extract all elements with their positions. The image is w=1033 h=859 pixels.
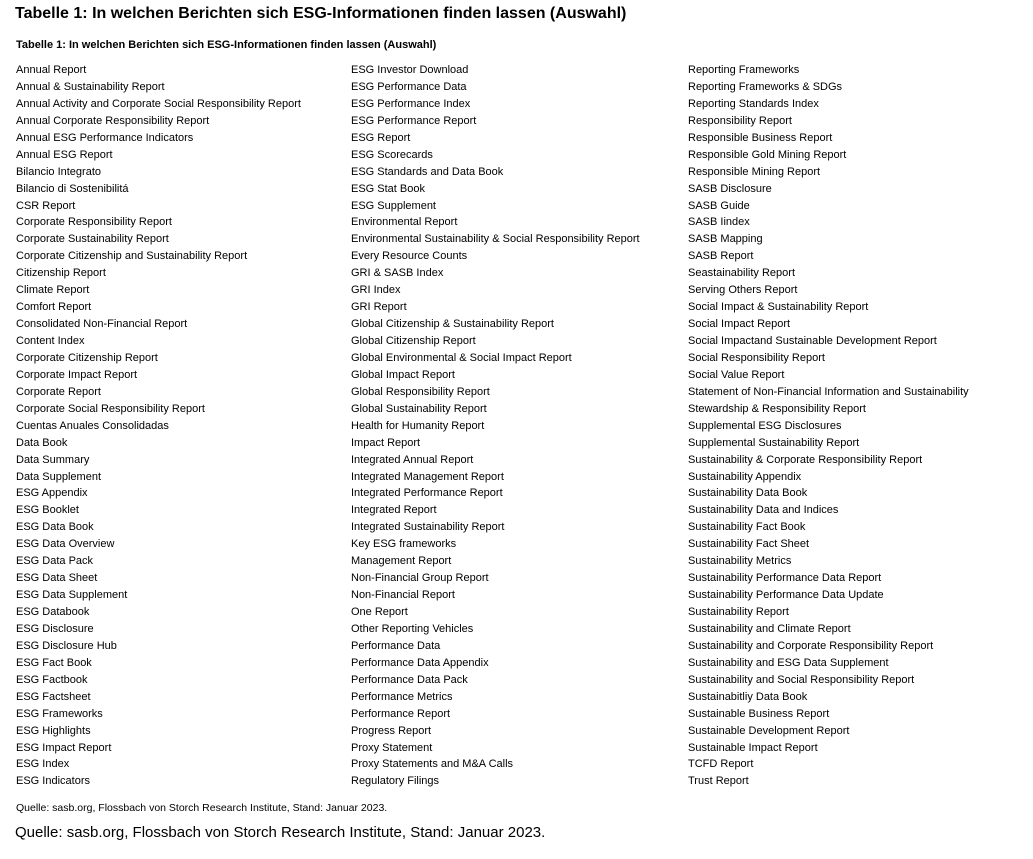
report-type-item: Responsible Gold Mining Report (688, 148, 847, 161)
report-type-item: Global Environmental & Social Impact Report (351, 351, 572, 364)
report-type-item: Corporate Sustainability Report (16, 233, 169, 246)
report-type-item: Social Impactand Sustainable Development Report (688, 335, 937, 347)
report-type-item: GRI & SASB Index (351, 267, 444, 280)
report-type-item: Impact Report (351, 436, 421, 449)
report-type-item: Corporate Report (16, 385, 101, 398)
report-type-item: Corporate Social Responsibility Report (16, 402, 205, 415)
report-type-item: Citizenship Report (16, 267, 106, 280)
report-type-item: ESG Frameworks (16, 707, 103, 720)
report-type-item: Global Impact Report (351, 368, 455, 381)
report-type-item: Performance Data Pack (351, 673, 468, 686)
report-type-item: Social Impact & Sustainability Report (688, 301, 869, 314)
report-type-item: Serving Others Report (688, 284, 798, 297)
report-type-item: SASB Guide (688, 199, 750, 212)
report-type-item: Climate Report (16, 284, 90, 297)
report-type-item: ESG Supplement (351, 199, 436, 212)
report-type-item: Regulatory Filings (351, 775, 440, 788)
report-type-item: Statement of Non-Financial Information and Sustainability (688, 385, 969, 398)
report-type-item: ESG Data Sheet (16, 572, 98, 585)
report-type-item: CSR Report (16, 199, 76, 212)
report-type-item: ESG Factsheet (16, 690, 91, 703)
report-type-item: ESG Standards and Data Book (351, 165, 504, 178)
report-type-item: Key ESG frameworks (351, 538, 457, 551)
report-type-item: Annual ESG Performance Indicators (16, 131, 194, 144)
report-type-item: Sustainability Performance Data Report (688, 572, 882, 585)
report-type-item: Environmental Report (351, 216, 458, 229)
report-type-item: ESG Impact Report (16, 741, 112, 754)
report-type-item: Sustainability & Corporate Responsibility Report (688, 453, 923, 466)
report-type-item: Integrated Sustainability Report (351, 521, 505, 534)
report-type-item: Sustainability Report (688, 606, 789, 618)
report-type-item: Integrated Performance Report (351, 487, 503, 500)
report-type-item: ESG Stat Book (351, 182, 425, 195)
report-type-item: Corporate Responsibility Report (16, 216, 172, 229)
report-type-item: ESG Fact Book (16, 656, 92, 669)
report-type-item: ESG Scorecards (351, 148, 433, 161)
report-type-item: Integrated Annual Report (351, 453, 474, 466)
report-type-item: Sustainable Impact Report (688, 741, 818, 754)
report-type-item: Global Citizenship & Sustainability Report (351, 318, 554, 331)
report-type-item: ESG Booklet (16, 504, 79, 517)
report-type-item: Seastainability Report (688, 267, 796, 280)
table-title: Tabelle 1: In welchen Berichten sich ESG-Informationen finden lassen (Auswahl) (16, 39, 437, 51)
report-type-item: Performance Report (351, 707, 451, 720)
report-type-item: Sustainability and Corporate Responsibility Report (688, 639, 934, 652)
report-type-item: ESG Performance Index (351, 97, 471, 110)
report-type-item: Responsible Business Report (688, 131, 833, 144)
report-type-item: Supplemental Sustainability Report (688, 436, 860, 449)
source-caption: Quelle: sasb.org, Flossbach von Storch Research Institute, Stand: Januar 2023. (15, 824, 546, 841)
report-type-item: Annual ESG Report (16, 148, 113, 161)
report-type-item: Bilancio Integrato (16, 165, 101, 178)
report-type-item: Corporate Citizenship and Sustainability Report (16, 250, 248, 263)
report-type-item: Non-Financial Report (351, 589, 455, 602)
report-type-item: Annual & Sustainability Report (16, 80, 165, 93)
report-type-item: ESG Highlights (16, 724, 91, 737)
report-type-item: Sustainabitliy Data Book (688, 690, 808, 703)
report-type-item: ESG Data Overview (16, 538, 115, 551)
report-type-item: Performance Metrics (351, 690, 453, 703)
report-type-item: SASB Report (688, 250, 754, 263)
report-type-item: Supplemental ESG Disclosures (688, 419, 842, 432)
report-type-item: Integrated Management Report (351, 470, 504, 483)
report-type-item: ESG Indicators (16, 775, 90, 788)
report-type-item: ESG Appendix (16, 487, 88, 500)
report-type-item: Proxy Statement (351, 741, 433, 754)
report-type-item: Data Book (16, 436, 68, 449)
report-type-item: Sustainability Performance Data Update (688, 589, 884, 602)
report-type-item: ESG Data Pack (16, 555, 94, 568)
report-type-item: Integrated Report (351, 504, 437, 517)
table-source-note: Quelle: sasb.org, Flossbach von Storch Research Institute, Stand: Januar 2023. (16, 802, 388, 814)
report-type-item: Data Supplement (16, 470, 101, 483)
report-type-item: GRI Index (351, 284, 401, 297)
table-column-3 (688, 62, 1028, 790)
report-type-item: Global Sustainability Report (351, 402, 487, 415)
report-type-item: SASB Iindex (688, 216, 750, 229)
report-type-item: Annual Report (16, 64, 87, 76)
report-type-item: ESG Disclosure (16, 622, 94, 635)
report-type-item: Environmental Sustainability & Social Responsibility Report (351, 233, 640, 246)
report-type-item: Other Reporting Vehicles (351, 622, 474, 635)
report-type-item: ESG Data Supplement (16, 589, 128, 602)
report-type-item: ESG Report (351, 131, 411, 144)
report-type-item: TCFD Report (688, 758, 754, 771)
report-type-item: ESG Factbook (16, 673, 88, 686)
report-type-item: Social Impact Report (688, 318, 791, 331)
report-type-item: ESG Data Book (16, 521, 94, 534)
report-type-item: Performance Data (351, 639, 441, 652)
report-type-item: GRI Report (351, 301, 407, 314)
report-type-item: Responsible Mining Report (688, 165, 821, 178)
report-type-item: Consolidated Non-Financial Report (16, 318, 188, 331)
report-type-item: Annual Activity and Corporate Social Responsibility Report (16, 97, 301, 110)
report-type-item: SASB Disclosure (688, 182, 772, 195)
report-type-item: Social Responsibility Report (688, 351, 825, 364)
report-type-item: ESG Investor Download (351, 64, 469, 76)
report-type-item: Sustainability and ESG Data Supplement (688, 656, 889, 669)
report-type-item: ESG Databook (16, 606, 90, 618)
report-type-item: Responsibility Report (688, 114, 792, 127)
report-type-item: Progress Report (351, 724, 432, 737)
report-type-item: Annual Corporate Responsibility Report (16, 114, 210, 127)
report-type-item: Health for Humanity Report (351, 419, 485, 432)
report-type-item: One Report (351, 606, 408, 618)
report-type-item: Reporting Standards Index (688, 97, 819, 110)
report-type-item: Corporate Impact Report (16, 368, 138, 381)
report-type-item: SASB Mapping (688, 233, 763, 246)
report-type-item: ESG Disclosure Hub (16, 639, 117, 652)
report-type-item: Data Summary (16, 453, 90, 466)
table-column-2 (351, 62, 683, 790)
report-type-item: Comfort Report (16, 301, 92, 314)
table-column-1 (16, 62, 346, 790)
report-type-item: Sustainable Business Report (688, 707, 830, 720)
report-type-item: Stewardship & Responsibility Report (688, 402, 866, 415)
report-type-item: Sustainability Data and Indices (688, 504, 839, 517)
report-type-item: Reporting Frameworks (688, 64, 800, 76)
report-type-item: Sustainability Metrics (688, 555, 792, 568)
report-type-item: Sustainability Data Book (688, 487, 808, 500)
report-type-item: Cuentas Anuales Consolidadas (16, 419, 169, 432)
report-type-item: Global Citizenship Report (351, 335, 476, 347)
report-type-item: ESG Index (16, 758, 70, 771)
report-type-item: ESG Performance Report (351, 114, 477, 127)
report-type-item: Management Report (351, 555, 452, 568)
report-type-item: Sustainable Development Report (688, 724, 850, 737)
report-type-item: Global Responsibility Report (351, 385, 490, 398)
report-type-item: ESG Performance Data (351, 80, 467, 93)
report-type-item: Performance Data Appendix (351, 656, 489, 669)
report-type-item: Bilancio di Sostenibilitá (16, 182, 129, 195)
report-type-item: Every Resource Counts (351, 250, 468, 263)
report-type-item: Social Value Report (688, 368, 785, 381)
report-type-item: Sustainability Appendix (688, 470, 802, 483)
report-type-item: Proxy Statements and M&A Calls (351, 758, 514, 771)
report-type-item: Sustainability Fact Book (688, 521, 806, 534)
report-type-item: Sustainability and Climate Report (688, 622, 851, 635)
report-type-item: Sustainability Fact Sheet (688, 538, 810, 551)
report-type-item: Trust Report (688, 775, 749, 788)
page-title: Tabelle 1: In welchen Berichten sich ESG-Informationen finden lassen (Auswahl) (15, 5, 627, 22)
report-type-item: Sustainability and Social Responsibility Report (688, 673, 915, 686)
report-type-item: Corporate Citizenship Report (16, 351, 158, 364)
report-type-item: Content Index (16, 335, 85, 347)
report-type-item: Non-Financial Group Report (351, 572, 489, 585)
report-type-item: Reporting Frameworks & SDGs (688, 80, 843, 93)
